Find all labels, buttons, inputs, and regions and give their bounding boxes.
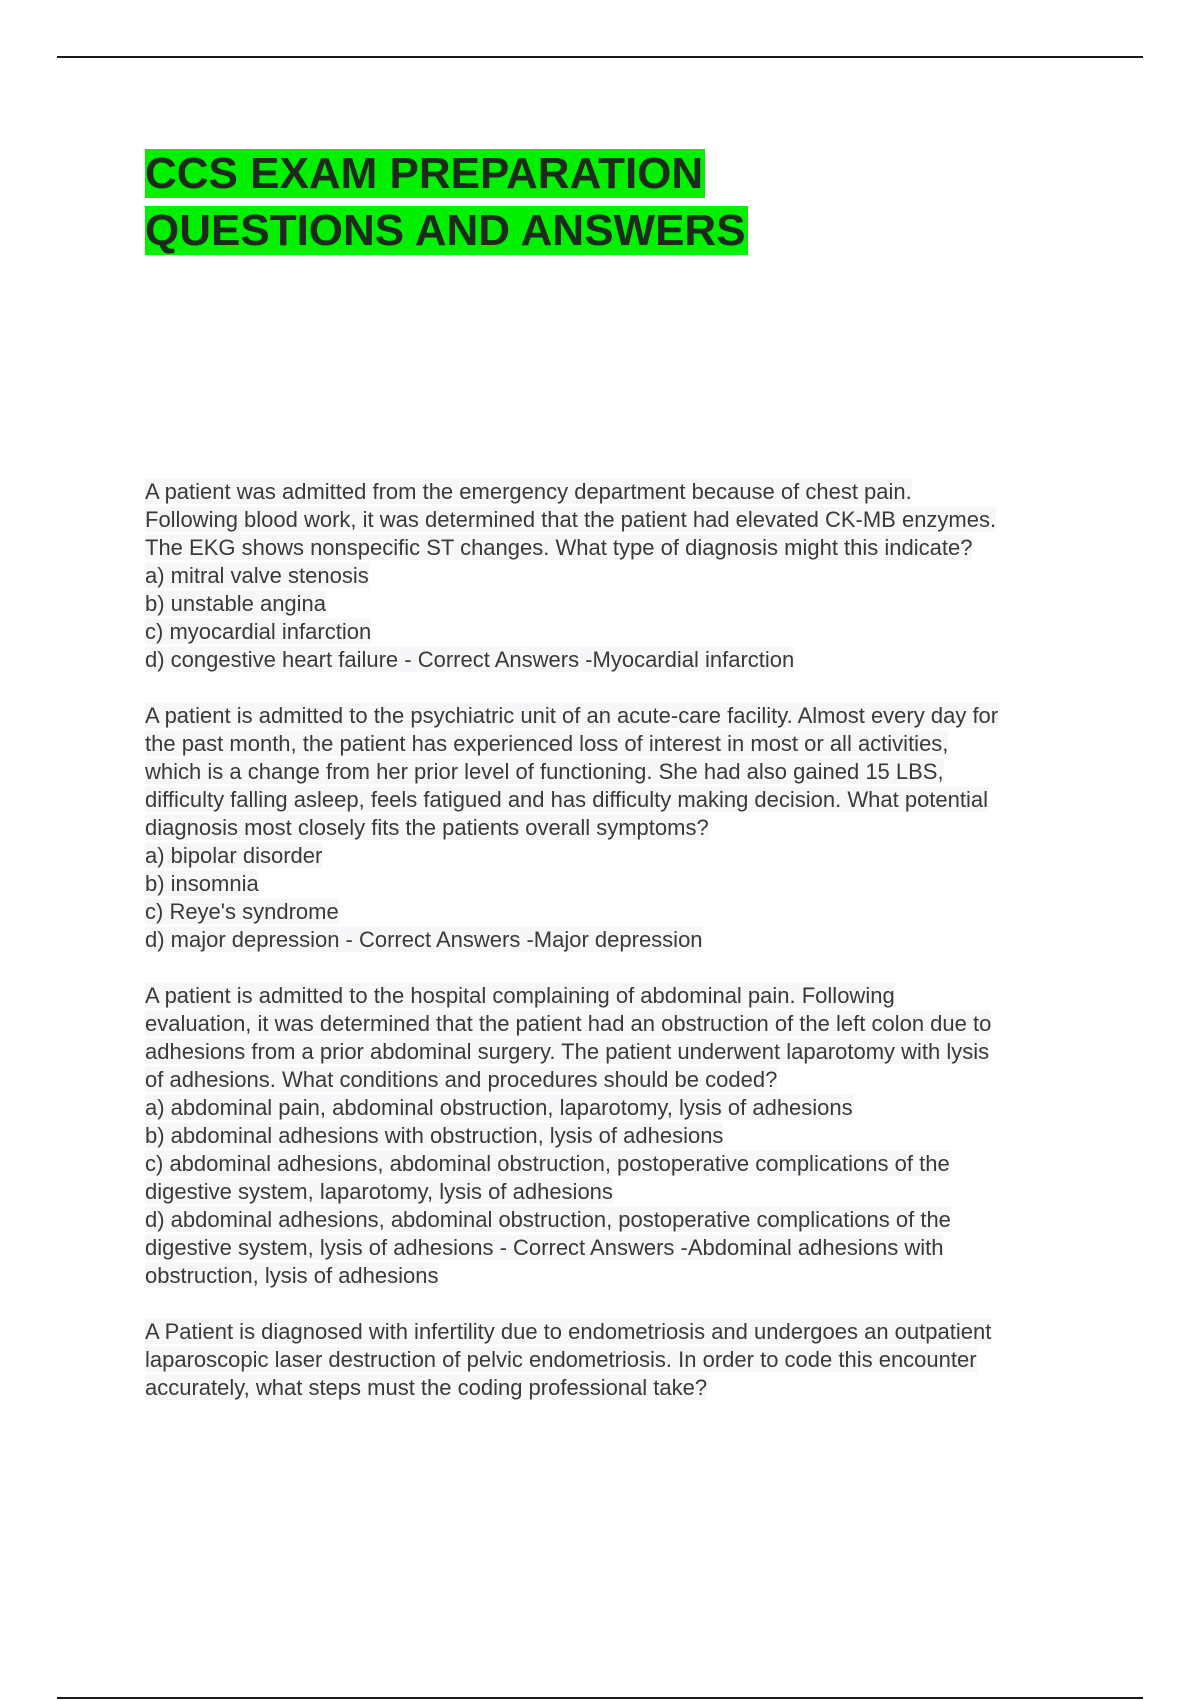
answer-option: a) mitral valve stenosis [145, 563, 369, 588]
question-block-4 [145, 1318, 1145, 1402]
question-block-1 [145, 478, 1145, 674]
answer-option: d) abdominal adhesions, abdominal obstruction, postoperative complications of the [145, 1207, 951, 1232]
answer-option: b) unstable angina [145, 591, 327, 616]
answer-option: c) Reye's syndrome [145, 899, 339, 924]
title-line-2: QUESTIONS AND ANSWERS [145, 206, 746, 255]
question-line: A patient is admitted to the hospital complaining of abdominal pain. Following [145, 983, 895, 1008]
question-line: the past month, the patient has experienced loss of interest in most or all activities, [145, 731, 949, 756]
question-line: of adhesions. What conditions and procedures should be coded? [145, 1067, 778, 1092]
document-title [145, 145, 748, 259]
answer-option: c) myocardial infarction [145, 619, 372, 644]
questions-container [145, 478, 1145, 1430]
answer-option-with-correct-answer: digestive system, lysis of adhesions - Correct Answers -Abdominal adhesions with [145, 1235, 944, 1260]
question-line: A patient is admitted to the psychiatric unit of an acute-care facility. Almost every day for [145, 703, 999, 728]
answer-option: a) bipolar disorder [145, 843, 323, 868]
question-line: A patient was admitted from the emergency department because of chest pain. [145, 479, 912, 504]
top-rule [57, 56, 1143, 58]
answer-option-with-correct-answer: obstruction, lysis of adhesions [145, 1263, 439, 1288]
answer-option: digestive system, laparotomy, lysis of adhesions [145, 1179, 613, 1204]
title-line-1: CCS EXAM PREPARATION [145, 149, 704, 198]
question-line: laparoscopic laser destruction of pelvic endometriosis. In order to code this encounter [145, 1347, 977, 1372]
question-line: evaluation, it was determined that the patient had an obstruction of the left colon due to [145, 1011, 992, 1036]
answer-option-with-correct-answer: d) major depression - Correct Answers -Major depression [145, 927, 703, 952]
question-line: which is a change from her prior level of functioning. She had also gained 15 LBS, [145, 759, 944, 784]
question-line: difficulty falling asleep, feels fatigued and has difficulty making decision. What potential [145, 787, 989, 812]
answer-option: c) abdominal adhesions, abdominal obstruction, postoperative complications of the [145, 1151, 950, 1176]
question-line: diagnosis most closely fits the patients overall symptoms? [145, 815, 709, 840]
bottom-rule [57, 1697, 1143, 1699]
question-line: Following blood work, it was determined that the patient had elevated CK-MB enzymes. [145, 507, 997, 532]
question-line: accurately, what steps must the coding professional take? [145, 1375, 708, 1400]
question-block-2 [145, 702, 1145, 954]
question-line: adhesions from a prior abdominal surgery. The patient underwent laparotomy with lysis [145, 1039, 990, 1064]
question-line: A Patient is diagnosed with infertility due to endometriosis and undergoes an outpatient [145, 1319, 992, 1344]
answer-option-with-correct-answer: d) congestive heart failure - Correct Answers -Myocardial infarction [145, 647, 795, 672]
question-line: The EKG shows nonspecific ST changes. What type of diagnosis might this indicate? [145, 535, 973, 560]
answer-option: b) abdominal adhesions with obstruction, lysis of adhesions [145, 1123, 724, 1148]
question-block-3 [145, 982, 1145, 1290]
answer-option: b) insomnia [145, 871, 259, 896]
answer-option: a) abdominal pain, abdominal obstruction, laparotomy, lysis of adhesions [145, 1095, 853, 1120]
